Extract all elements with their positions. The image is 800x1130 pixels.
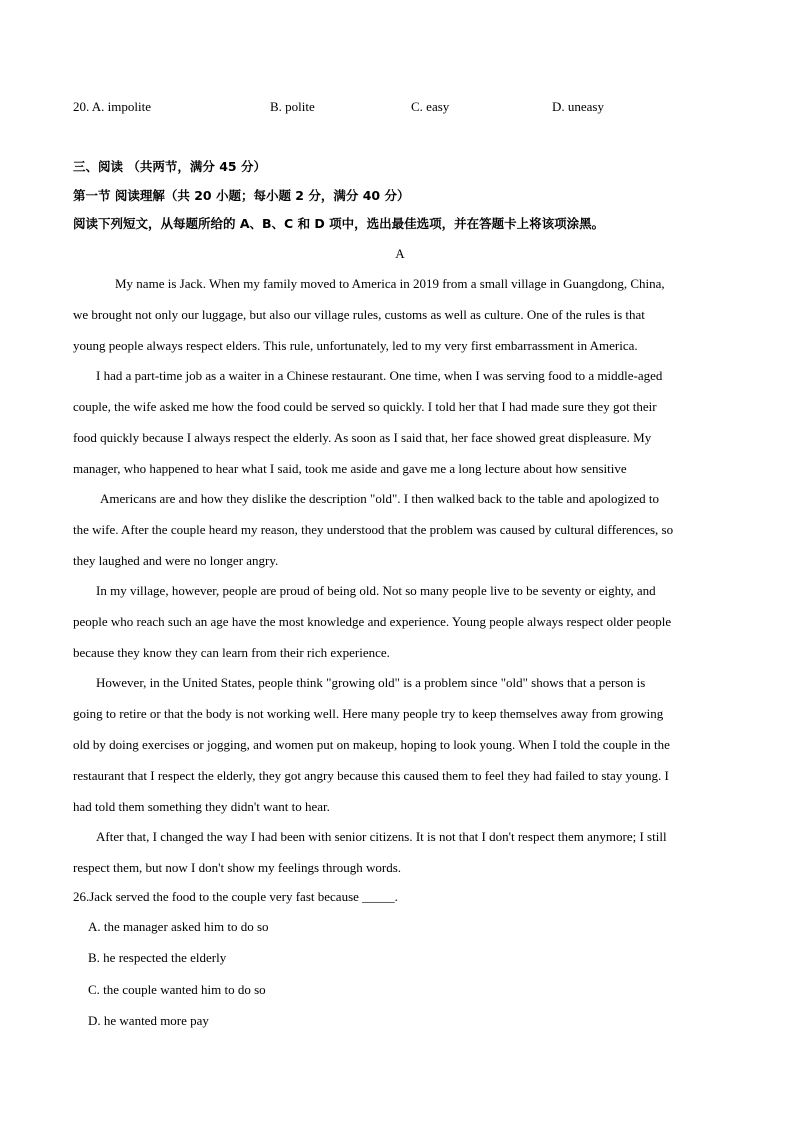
q26-option-b: B. he respected the elderly <box>88 950 227 965</box>
question-20-options <box>73 99 733 119</box>
passage-line: we brought not only our luggage, but also our village rules, customs as well as culture. One of the rules is that <box>73 307 645 322</box>
passage-line: people who reach such an age have the most knowledge and experience. Young people always respect older people <box>73 614 672 629</box>
passage-title: A <box>395 246 405 261</box>
q26-option-a: A. the manager asked him to do so <box>88 919 269 934</box>
reading-instruction: 阅读下列短文，从每题所给的 A、B、C 和 D 项中，选出最佳选项，并在答题卡上将该项涂黑。 <box>73 216 605 231</box>
passage-line: respect them, but now I don't show my feelings through words. <box>73 860 402 875</box>
passage-line: However, in the United States, people think "growing old" is a problem since "old" shows that a person is <box>96 675 646 690</box>
passage-line: My name is Jack. When my family moved to America in 2019 from a small village in Guangdong, China, <box>115 276 665 291</box>
passage-line: had told them something they didn't want to hear. <box>73 799 330 814</box>
passage-line: because they know they can learn from their rich experience. <box>73 645 390 660</box>
q20-option-c: C. easy <box>411 99 450 114</box>
passage-line: couple, the wife asked me how the food could be served so quickly. I told her that I had made sure they got their <box>73 399 657 414</box>
passage-line: food quickly because I always respect the elderly. As soon as I said that, her face showed great displeasure. My <box>73 430 652 445</box>
passage-line: they laughed and were no longer angry. <box>73 553 279 568</box>
passage-line: In my village, however, people are proud of being old. Not so many people live to be seventy or eighty, and <box>96 583 656 598</box>
passage-line: Americans are and how they dislike the description "old". I then walked back to the table and apologized to <box>100 491 659 506</box>
passage-line: going to retire or that the body is not working well. Here many people try to keep themselves away from growing <box>73 706 664 721</box>
passage-line: I had a part-time job as a waiter in a Chinese restaurant. One time, when I was serving food to a middle-aged <box>96 368 663 383</box>
passage-line: After that, I changed the way I had been with senior citizens. It is not that I don't respect them anymore; I still <box>96 829 667 844</box>
part-heading: 第一节 阅读理解（共 20 小题；每小题 2 分，满分 40 分） <box>73 188 410 203</box>
passage-line: the wife. After the couple heard my reason, they understood that the problem was caused by cultural differences, so <box>73 522 674 537</box>
q20-option-d: D. uneasy <box>552 99 604 114</box>
q20-option-a: 20. A. impolite <box>73 99 151 114</box>
passage-line: old by doing exercises or jogging, and women put on makeup, hoping to look young. When I told the couple in the <box>73 737 670 752</box>
passage-line: young people always respect elders. This rule, unfortunately, led to my very first embarrassment in America. <box>73 338 638 353</box>
q26-option-d: D. he wanted more pay <box>88 1013 209 1028</box>
q26-option-c: C. the couple wanted him to do so <box>88 982 266 997</box>
passage-line: manager, who happened to hear what I said, took me aside and gave me a long lecture about how sensitive <box>73 461 627 476</box>
passage-line: restaurant that I respect the elderly, they got angry because this caused them to feel they had failed to stay young. I <box>73 768 669 783</box>
q20-option-b: B. polite <box>270 99 315 114</box>
section-heading: 三、阅读 （共两节，满分 45 分） <box>73 159 266 174</box>
question-26-stem: 26.Jack served the food to the couple very fast because _____. <box>73 889 398 904</box>
